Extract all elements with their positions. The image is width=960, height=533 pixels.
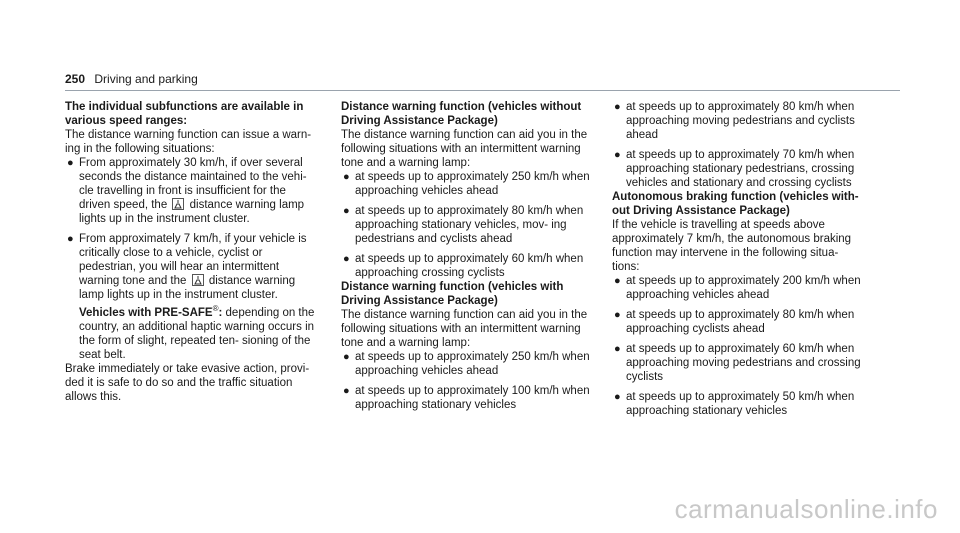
list-item: ● at speeds up to approximately 100 km/h when approaching stationary vehicles <box>343 385 590 411</box>
bullet-icon: ● <box>343 385 350 397</box>
list-item: ● at speeds up to approximately 200 km/h when approaching vehicles ahead <box>614 275 861 301</box>
subfunctions-heading: The individual subfunctions are available in various speed ranges: <box>65 101 304 127</box>
bullet-icon: ● <box>343 205 350 217</box>
list-item: ● From approximately 7 km/h, if your vehicle is critically close to a vehicle, cyclist or pedestrian, you will hear an intermittent warning tone and the distance warning lamp lights up in the instrument cluster. Vehicles with PRE-SAFE®: depending on the country, an additional haptic warning occurs in the form of slight, repeated ten- sioning of the seat belt. <box>65 232 320 362</box>
warning-with-dap-list-continued <box>612 100 867 190</box>
intro-paragraph: The distance warning function can aid you in the following situations with an intermittent warning tone and a warning lamp: <box>341 129 588 169</box>
intro-paragraph: The distance warning function can aid you in the following situations with an intermittent warning tone and a warning lamp: <box>341 309 588 349</box>
distance-warning-icon <box>192 274 204 286</box>
warning-with-dap-list <box>341 350 596 412</box>
distance-warning-icon <box>172 198 184 210</box>
situations-list <box>65 156 320 362</box>
bullet-icon: ● <box>614 149 621 161</box>
intro-paragraph: If the vehicle is travelling at speeds above approximately 7 km/h, the autonomous braking function may intervene in the following situa- tions: <box>612 219 852 273</box>
bullet-icon: ● <box>614 343 621 355</box>
list-item: ● at speeds up to approximately 80 km/h when approaching moving pedestrians and cyclists ahead <box>614 101 855 141</box>
list-item: ● at speeds up to approximately 80 km/h when approaching cyclists ahead <box>614 309 855 335</box>
list-item: ● at speeds up to approximately 250 km/h when approaching vehicles ahead <box>343 351 590 377</box>
presafe-note: Vehicles with PRE-SAFE®: depending on the country, an additional haptic warning occurs in the form of slight, repeated ten- sioning of the seat belt. <box>79 304 315 361</box>
bullet-icon: ● <box>67 233 74 245</box>
bullet-icon: ● <box>614 275 621 287</box>
list-item: ● at speeds up to approximately 60 km/h when approaching moving pedestrians and crossing cyclists <box>614 343 861 383</box>
column-3 <box>612 100 867 418</box>
bullet-icon: ● <box>343 253 350 265</box>
bullet-icon: ● <box>343 351 350 363</box>
bullet-icon: ● <box>67 157 74 169</box>
list-item: ● From approximately 30 km/h, if over several seconds the distance maintained to the vehi- cle travelling in front is insufficient for the driven speed, the distance warning lamp lights up in the instrument cluster. <box>67 157 307 225</box>
bullet-icon: ● <box>343 171 350 183</box>
watermark: carmanualsonline.info <box>674 494 938 524</box>
column-1 <box>65 100 320 404</box>
warning-with-dap-heading: Distance warning function (vehicles with Driving Assistance Package) <box>341 281 564 307</box>
warning-without-dap-heading: Distance warning function (vehicles without Driving Assistance Package) <box>341 101 582 127</box>
autonomous-braking-list <box>612 274 867 418</box>
list-item: ● at speeds up to approximately 60 km/h when approaching crossing cyclists <box>343 253 584 279</box>
closing-paragraph: Brake immediately or take evasive action, provi- ded it is safe to do so and the traffic situation allows this. <box>65 362 310 403</box>
bullet-icon: ● <box>614 101 621 113</box>
intro-paragraph: The distance warning function can issue a warn- ing in the following situations: <box>65 129 312 155</box>
page-header <box>65 72 198 86</box>
list-item: ● at speeds up to approximately 80 km/h when approaching stationary vehicles, mov- ing pedestrians and cyclists ahead <box>343 205 584 245</box>
bullet-icon: ● <box>614 309 621 321</box>
bullet-icon: ● <box>614 391 621 403</box>
column-2 <box>341 100 596 412</box>
list-item: ● at speeds up to approximately 70 km/h when approaching stationary pedestrians, crossing vehicles and stationary and crossing cyclists <box>614 149 855 189</box>
section-title: Driving and parking <box>94 72 198 86</box>
list-item: ● at speeds up to approximately 50 km/h when approaching stationary vehicles <box>614 391 855 417</box>
list-item: ● at speeds up to approximately 250 km/h when approaching vehicles ahead <box>343 171 590 197</box>
page-number: 250 <box>65 72 86 86</box>
header-divider <box>65 90 900 91</box>
warning-without-dap-list <box>341 170 596 280</box>
autonomous-braking-heading: Autonomous braking function (vehicles with- out Driving Assistance Package) <box>612 191 859 217</box>
